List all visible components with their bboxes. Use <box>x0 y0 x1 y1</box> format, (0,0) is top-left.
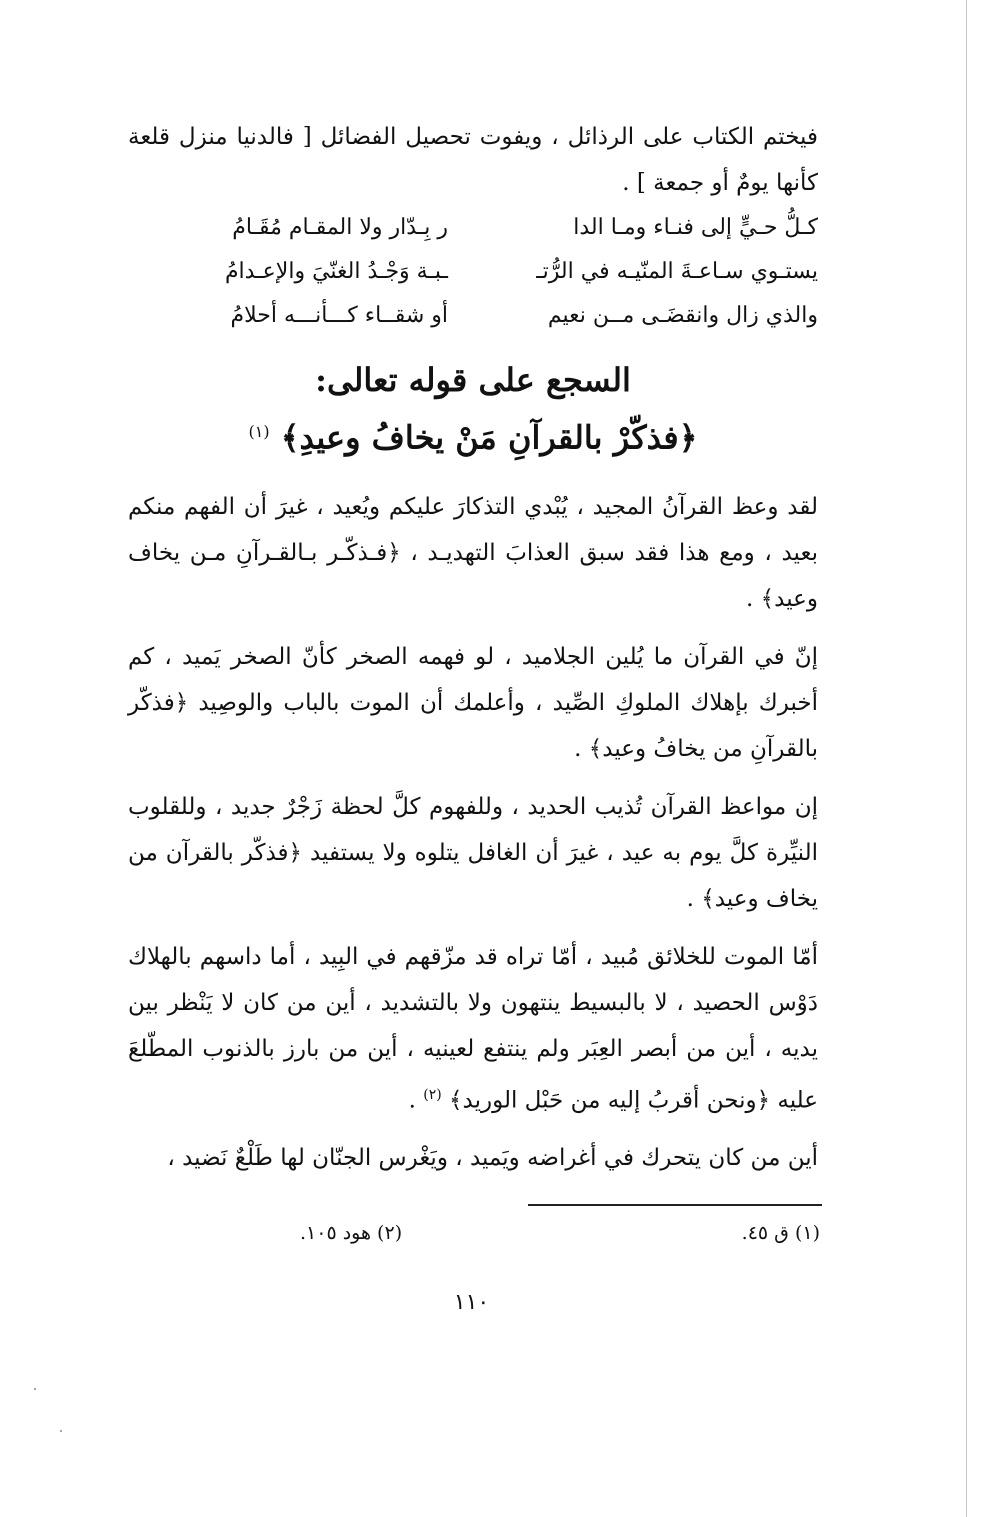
footnotes <box>300 1222 820 1244</box>
section-title: السجع على قوله تعالى: <box>315 361 631 399</box>
section-verse <box>128 406 818 464</box>
paragraph: إن مواعظ القرآن تُذيب الحديد ، وللفهوم كلَّ لحظة زَجْرٌ جديد ، وللقلوب النيِّرة كلَّ يوم به عيد ، غيرَ أن الغافل يتلوه ولا يستفيد ﴿فذكّر بالقرآن من يخاف وعيد﴾ . <box>128 793 818 912</box>
footnote-reference: (٢) <box>423 1086 442 1103</box>
verse-first-hemistich: كـلُّ حـيٍّ إلى فنـاء ومـا الدا <box>573 215 818 240</box>
poem-block <box>128 206 818 338</box>
verse-first-hemistich: يستـوي سـاعـةَ المنّيـه في الرُّتـ <box>536 259 818 284</box>
verse-line <box>128 250 818 294</box>
scan-speck <box>60 1430 62 1432</box>
paragraph-end-punctuation: . <box>408 1087 416 1114</box>
paragraph <box>128 934 818 1124</box>
intro-paragraph: فيختم الكتاب على الرذائل ، ويفوت تحصيل الفضائل [ فالدنيا منزل قلعة كأنها يومٌ أو جمعة ] . <box>128 124 818 196</box>
paragraph: لقد وعظ القرآنُ المجيد ، يُبْدي التذكارَ عليكم ويُعيد ، غيرَ أن الفهم منكم بعيد ، ومع هذا فقد سبق العذابَ التهديـد ، ﴿فـذكّـر بـالقـرآنِ مـن يخاف وعيد﴾ . <box>128 493 818 612</box>
page-number: ١١٠ <box>453 1290 490 1315</box>
verse-line <box>128 294 818 338</box>
section-heading <box>128 354 818 464</box>
verse-line <box>128 206 818 250</box>
page-body <box>128 108 818 1181</box>
scan-edge-line <box>966 0 967 1517</box>
scan-speck <box>34 1388 36 1390</box>
verse-second-hemistich: أو شقــاء كـــأنـــه أحلامُ <box>230 303 448 328</box>
paragraph-text: أمّا الموت للخلائق مُبيد ، أمّا تراه قد مزّقهم في البِيد ، أما داسهم بالهلاك دَوْس الحصيد ، لا بالبسيط ينتهون ولا بالتشديد ، أين من كان لا يَنْظر بين يديه ، أين من أبصر العِبَر ولم ينتفع لعينيه ، أين من بارز بالذنوب المطّلعَ عليه ﴿ونحن أقربُ إليه من حَبْل الوريد﴾ <box>128 943 818 1114</box>
footnote-reference: (١) <box>248 422 270 441</box>
verse-second-hemistich: ـبـة وَجْـدُ الغنّيَ والإعـدامُ <box>224 259 448 284</box>
footnote: (١) ق ٤٥. <box>741 1222 820 1244</box>
paragraph-gap <box>128 1123 818 1135</box>
paragraph: إنّ في القرآن ما يُلين الجلاميد ، لو فهمه الصخر كأنّ الصخر يَميد ، كم أخبرك بإهلاك الملوكِ الصِّيد ، وأعلمك أن الموت بالباب والوصِيد ﴿فذكّر بالقرآنِ من يخافُ وعيد﴾ . <box>128 643 818 762</box>
paragraph-gap <box>128 772 818 784</box>
paragraph: أين من كان يتحرك في أغراضه ويَميد ، ويَغْرس الجنّان لها طَلْعٌ نَضيد ، <box>167 1145 818 1172</box>
footnote: (٢) هود ١٠٥. <box>300 1222 403 1244</box>
verse-first-hemistich: والذي زال وانقضَـى مــن نعيم <box>547 303 818 328</box>
section-verse-text: ﴿فذكّرْ بالقرآنِ مَنْ يخافُ وعيدِ﴾ <box>280 418 698 457</box>
verse-second-hemistich: ر بِـدّار ولا المقـام مُقَـامُ <box>232 215 448 240</box>
footnote-separator <box>528 1204 822 1206</box>
paragraph-gap <box>128 922 818 934</box>
paragraph-gap <box>128 622 818 634</box>
